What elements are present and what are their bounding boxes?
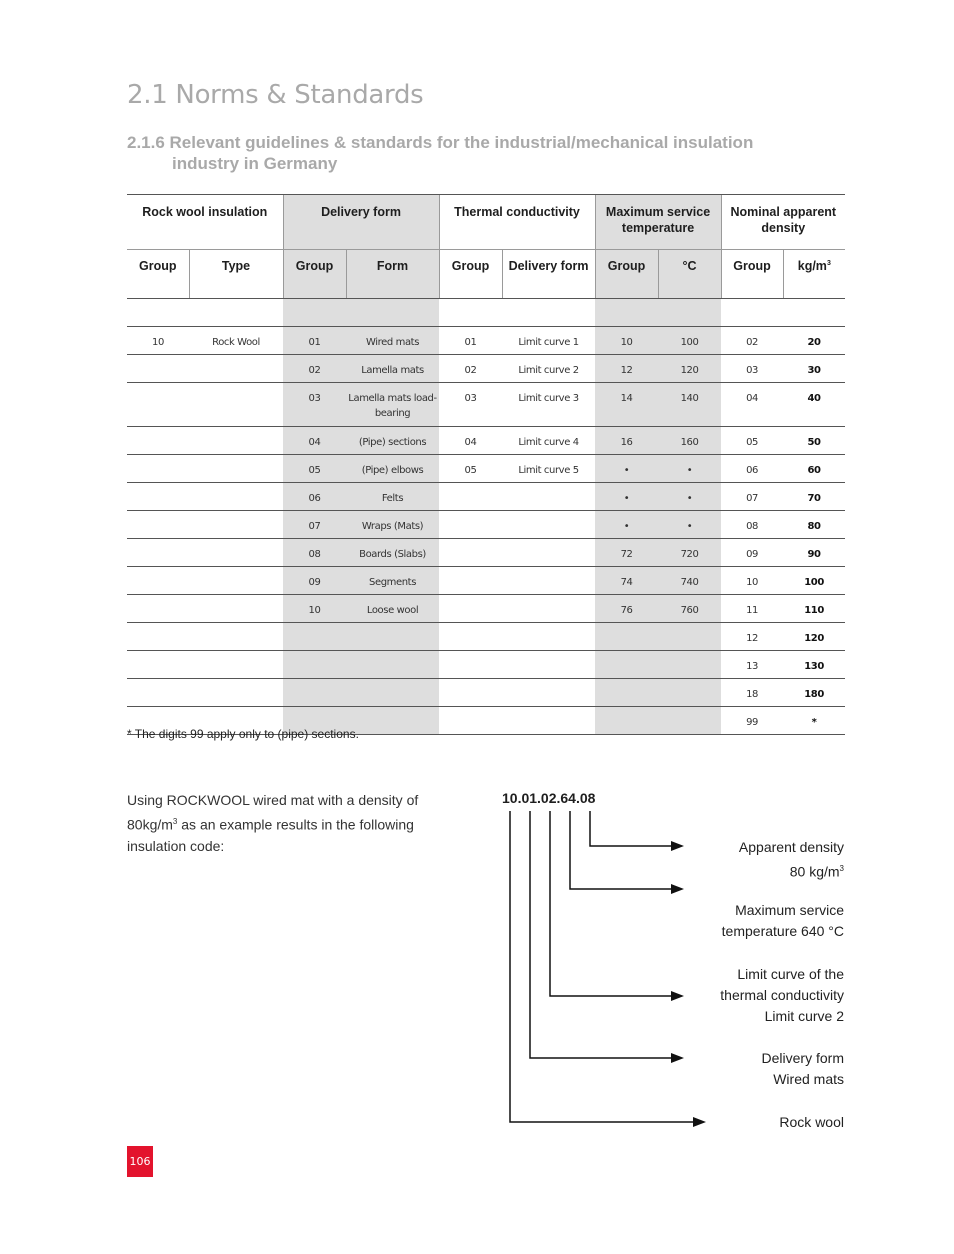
table-cell: Loose wool — [346, 595, 439, 623]
connector-temperature — [570, 811, 676, 889]
label-delivery-form: Delivery form Wired mats — [761, 1050, 844, 1087]
table-cell: 06 — [283, 483, 346, 511]
table-cell: 180 — [783, 679, 845, 707]
table-cell: (Pipe) sections — [346, 427, 439, 455]
table-cell: 09 — [721, 539, 783, 567]
header-max-service-temperature: Maximum service temperature — [595, 195, 721, 250]
table-cell: 76 — [595, 595, 658, 623]
table-cell: 13 — [721, 651, 783, 679]
table-cell: Limit curve 4 — [502, 427, 595, 455]
table-cell: 07 — [283, 511, 346, 539]
table-cell: 01 — [439, 327, 502, 355]
table-cell: 16 — [595, 427, 658, 455]
table-cell: 10 — [721, 567, 783, 595]
insulation-code: 10.01.02.64.08 — [502, 790, 596, 806]
table-cell: Lamella mats load-bearing — [346, 383, 439, 427]
table-cell: 100 — [658, 327, 721, 355]
table-cell: 100 — [783, 567, 845, 595]
arrow-icon — [671, 1053, 684, 1063]
table-cell: 40 — [783, 383, 845, 427]
subheader-type: Type — [189, 250, 283, 299]
table-cell: 760 — [658, 595, 721, 623]
example-paragraph: Using ROCKWOOL wired mat with a density of $80kg/m^3$ as an example results in the following insulation code: — [127, 792, 419, 854]
table-cell: 50 — [783, 427, 845, 455]
table-cell: 90 — [783, 539, 845, 567]
table-cell: Rock Wool — [189, 327, 283, 355]
footnote: * The digits 99 apply only to (pipe) sections. — [127, 727, 359, 741]
label-apparent-density: Apparent density 80 $kg/m^3$ — [738, 839, 844, 880]
arrow-icon — [693, 1117, 706, 1127]
table-cell: 05 — [283, 455, 346, 483]
table-cell: 74 — [595, 567, 658, 595]
table-cell: 70 — [783, 483, 845, 511]
page-number: 106 — [127, 1146, 153, 1177]
connector-density — [590, 811, 676, 846]
subtitle-line-2: industry in Germany — [172, 154, 338, 173]
table-cell: 02 — [439, 355, 502, 383]
table-cell: Lamella mats — [346, 355, 439, 383]
table-cell: 120 — [783, 623, 845, 651]
subheader-group: Group — [283, 250, 346, 299]
table-cell: * — [783, 707, 845, 735]
table-cell: 04 — [439, 427, 502, 455]
table-cell: 03 — [283, 383, 346, 427]
connector-rock-wool — [510, 811, 697, 1122]
table-cell: 05 — [721, 427, 783, 455]
subheader-group: Group — [127, 250, 189, 299]
table-cell: • — [658, 483, 721, 511]
label-limit-curve: Limit curve of the thermal conductivity Limit curve 2 — [720, 966, 844, 1024]
label-rock-wool: Rock wool — [779, 1114, 844, 1130]
table-cell: 08 — [283, 539, 346, 567]
table-cell: Wraps (Mats) — [346, 511, 439, 539]
table-cell: 72 — [595, 539, 658, 567]
table-cell: 20 — [783, 327, 845, 355]
table-cell: 09 — [283, 567, 346, 595]
table-cell: 120 — [658, 355, 721, 383]
table-cell: 08 — [721, 511, 783, 539]
arrow-icon — [671, 884, 684, 894]
table-cell: 110 — [783, 595, 845, 623]
table-cell: 12 — [721, 623, 783, 651]
table-cell: Limit curve 5 — [502, 455, 595, 483]
table-cell: Segments — [346, 567, 439, 595]
table-cell: • — [595, 483, 658, 511]
table-cell: 10 — [595, 327, 658, 355]
table-cell: 02 — [721, 327, 783, 355]
table-cell: 12 — [595, 355, 658, 383]
subtitle-line-1: 2.1.6 Relevant guidelines & standards for the industrial/mechanical insulation — [127, 133, 754, 152]
header-thermal-conductivity: Thermal conductivity — [439, 195, 595, 250]
table-cell: 02 — [283, 355, 346, 383]
table-cell: 05 — [439, 455, 502, 483]
table-cell: (Pipe) elbows — [346, 455, 439, 483]
label-max-service-temperature: Maximum service temperature 640 °C — [721, 902, 844, 939]
table-cell: • — [595, 511, 658, 539]
connector-limit-curve — [550, 811, 676, 996]
subheader-group: Group — [721, 250, 783, 299]
table-cell: 06 — [721, 455, 783, 483]
connector-delivery-form — [530, 811, 676, 1058]
table-cell: 03 — [439, 383, 502, 427]
table-cell: 10 — [283, 595, 346, 623]
table-cell: 04 — [283, 427, 346, 455]
table-cell: 30 — [783, 355, 845, 383]
table-cell: • — [658, 455, 721, 483]
subheader-group: Group — [439, 250, 502, 299]
table-cell: 01 — [283, 327, 346, 355]
table-cell: Limit curve 3 — [502, 383, 595, 427]
header-rock-wool-insulation: Rock wool insulation — [127, 195, 283, 250]
table-cell: Boards (Slabs) — [346, 539, 439, 567]
subheader-form: Form — [346, 250, 439, 299]
table-cell: Wired mats — [346, 327, 439, 355]
table-cell: 99 — [721, 707, 783, 735]
table-cell: 14 — [595, 383, 658, 427]
subheader-degrees-c: °C — [658, 250, 721, 299]
header-delivery-form: Delivery form — [283, 195, 439, 250]
arrow-icon — [671, 991, 684, 1001]
table-cell: 130 — [783, 651, 845, 679]
table-cell: 740 — [658, 567, 721, 595]
table-cell: Felts — [346, 483, 439, 511]
table-cell: 11 — [721, 595, 783, 623]
table-cell: 140 — [658, 383, 721, 427]
table-cell: 07 — [721, 483, 783, 511]
header-nominal-apparent-density: Nominal apparent density — [721, 195, 845, 250]
subheader-group: Group — [595, 250, 658, 299]
table-cell: 18 — [721, 679, 783, 707]
table-cell: Limit curve 1 — [502, 327, 595, 355]
table-cell: 720 — [658, 539, 721, 567]
table-cell: Limit curve 2 — [502, 355, 595, 383]
table-cell: 60 — [783, 455, 845, 483]
table-cell: • — [595, 455, 658, 483]
arrow-icon — [671, 841, 684, 851]
table-cell: • — [658, 511, 721, 539]
subheader-kg-m3: $kg/m^3$ — [783, 250, 845, 299]
table-cell: 10 — [127, 327, 189, 355]
page-title: 2.1 Norms & Standards — [127, 80, 424, 110]
table-cell: 80 — [783, 511, 845, 539]
table-cell: 160 — [658, 427, 721, 455]
subheader-delivery-form: Delivery form — [502, 250, 595, 299]
table-cell: 03 — [721, 355, 783, 383]
table-cell: 04 — [721, 383, 783, 427]
